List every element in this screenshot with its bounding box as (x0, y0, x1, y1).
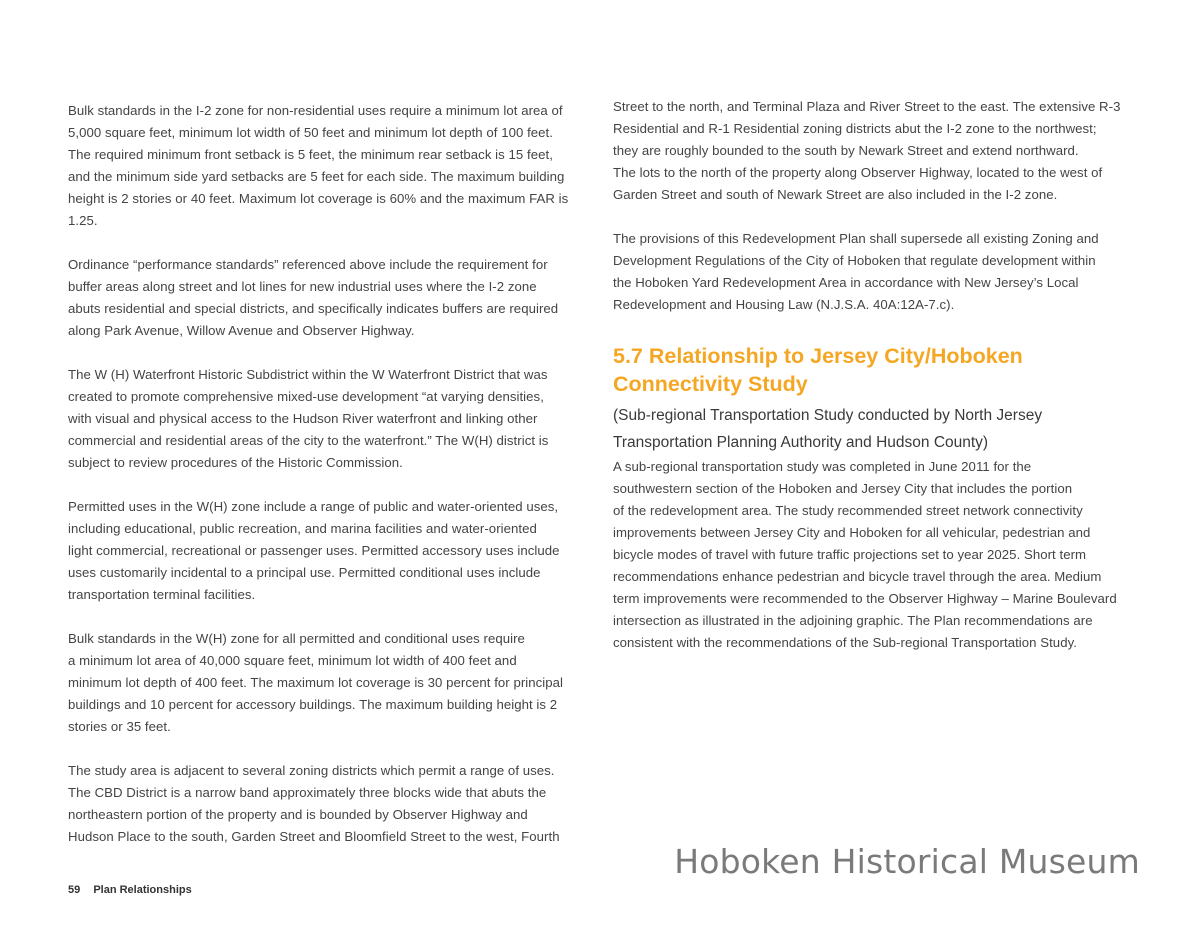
text-line: A sub-regional transportation study was completed in June 2011 for the (613, 459, 1032, 474)
text-line: Bulk standards in the W(H) zone for all permitted and conditional uses require (68, 631, 525, 646)
paragraph-wh-permitted-uses (68, 496, 588, 606)
paragraph-zoning-continued (613, 96, 1143, 206)
text-line: with visual and physical access to the Hudson River waterfront and linking other (68, 411, 538, 426)
footer-section-name: Plan Relationships (93, 884, 192, 896)
text-line: light commercial, recreational or passenger uses. Permitted accessory uses include (68, 543, 560, 558)
text-line: uses customarily incidental to a principal use. Permitted conditional uses include (68, 565, 541, 580)
text-line: a minimum lot area of 40,000 square feet, minimum lot width of 400 feet and (68, 653, 517, 668)
text-line: of the redevelopment area. The study recommended street network connectivity (613, 503, 1083, 518)
text-line: the Hoboken Yard Redevelopment Area in accordance with New Jersey’s Local (613, 275, 1079, 290)
text-line: created to promote comprehensive mixed-use development “at varying densities, (68, 389, 544, 404)
text-line: they are roughly bounded to the south by Newark Street and extend northward. (613, 143, 1079, 158)
text-line: Development Regulations of the City of Hoboken that regulate development within (613, 253, 1096, 268)
text-line: and the minimum side yard setbacks are 5 feet for each side. The maximum building (68, 169, 565, 184)
section-subheading (613, 402, 1143, 456)
text-line: commercial and residential areas of the city to the waterfront.” The W(H) district is (68, 433, 549, 448)
paragraph-transportation-study (613, 456, 1143, 654)
text-line: 5.7 Relationship to Jersey City/Hoboken (613, 344, 1023, 368)
text-line: (Sub-regional Transportation Study conducted by North Jersey (613, 407, 1043, 424)
text-line: buildings and 10 percent for accessory buildings. The maximum building height is 2 (68, 697, 558, 712)
paragraph-adjacent-zoning (68, 760, 588, 848)
text-line: 5,000 square feet, minimum lot width of 50 feet and minimum lot depth of 100 feet. (68, 125, 553, 140)
text-line: intersection as illustrated in the adjoining graphic. The Plan recommendations are (613, 613, 1093, 628)
paragraph-wh-bulk-standards (68, 628, 588, 738)
text-line: northeastern portion of the property and is bounded by Observer Highway and (68, 807, 528, 822)
page-footer (68, 884, 192, 896)
text-line: Ordinance “performance standards” referenced above include the requirement for (68, 257, 548, 272)
text-line: abuts residential and special districts, and specifically indicates buffers are required (68, 301, 559, 316)
text-line: recommendations enhance pedestrian and bicycle travel through the area. Medium (613, 569, 1102, 584)
section-heading (613, 342, 1143, 398)
text-line: The lots to the north of the property along Observer Highway, located to the west of (613, 165, 1103, 180)
text-line: 1.25. (68, 213, 98, 228)
watermark: Hoboken Historical Museum (674, 842, 1140, 881)
text-line: Permitted uses in the W(H) zone include a range of public and water-oriented uses, (68, 499, 559, 514)
paragraph-i2-bulk-standards (68, 100, 588, 232)
paragraph-redevelopment-provisions (613, 228, 1143, 316)
text-line: Redevelopment and Housing Law (N.J.S.A. 40A:12A-7.c). (613, 297, 955, 312)
text-line: The W (H) Waterfront Historic Subdistrict within the W Waterfront District that was (68, 367, 548, 382)
paragraph-waterfront-subdistrict (68, 364, 588, 474)
text-line: along Park Avenue, Willow Avenue and Observer Highway. (68, 323, 415, 338)
text-line: The required minimum front setback is 5 feet, the minimum rear setback is 15 feet, (68, 147, 553, 162)
text-line: term improvements were recommended to the Observer Highway – Marine Boulevard (613, 591, 1117, 606)
text-line: Connectivity Study (613, 372, 808, 396)
text-line: buffer areas along street and lot lines for new industrial uses where the I-2 zone (68, 279, 537, 294)
text-line: Transportation Planning Authority and Hudson County) (613, 434, 989, 451)
text-line: improvements between Jersey City and Hoboken for all vehicular, pedestrian and (613, 525, 1091, 540)
text-line: Residential and R-1 Residential zoning districts abut the I-2 zone to the northwest; (613, 121, 1097, 136)
text-line: height is 2 stories or 40 feet. Maximum lot coverage is 60% and the maximum FAR is (68, 191, 569, 206)
text-line: minimum lot depth of 400 feet. The maximum lot coverage is 30 percent for principal (68, 675, 564, 690)
text-line: consistent with the recommendations of the Sub-regional Transportation Study. (613, 635, 1077, 650)
text-line: Hudson Place to the south, Garden Street and Bloomfield Street to the west, Fourth (68, 829, 560, 844)
left-column (68, 100, 588, 870)
text-line: The provisions of this Redevelopment Plan shall supersede all existing Zoning and (613, 231, 1099, 246)
text-line: bicycle modes of travel with future traffic projections set to year 2025. Short term (613, 547, 1087, 562)
right-column (613, 96, 1143, 676)
text-line: southwestern section of the Hoboken and Jersey City that includes the portion (613, 481, 1073, 496)
text-line: transportation terminal facilities. (68, 587, 256, 602)
text-line: stories or 35 feet. (68, 719, 171, 734)
text-line: Street to the north, and Terminal Plaza and River Street to the east. The extensive R-3 (613, 99, 1121, 114)
text-line: Garden Street and south of Newark Street are also included in the I-2 zone. (613, 187, 1058, 202)
text-line: including educational, public recreation, and marina facilities and water-oriented (68, 521, 537, 536)
text-line: subject to review procedures of the Historic Commission. (68, 455, 403, 470)
paragraph-performance-standards (68, 254, 588, 342)
page-number: 59 (68, 884, 81, 896)
text-line: Bulk standards in the I-2 zone for non-residential uses require a minimum lot area of (68, 103, 563, 118)
text-line: The study area is adjacent to several zoning districts which permit a range of uses. (68, 763, 555, 778)
text-line: The CBD District is a narrow band approximately three blocks wide that abuts the (68, 785, 547, 800)
